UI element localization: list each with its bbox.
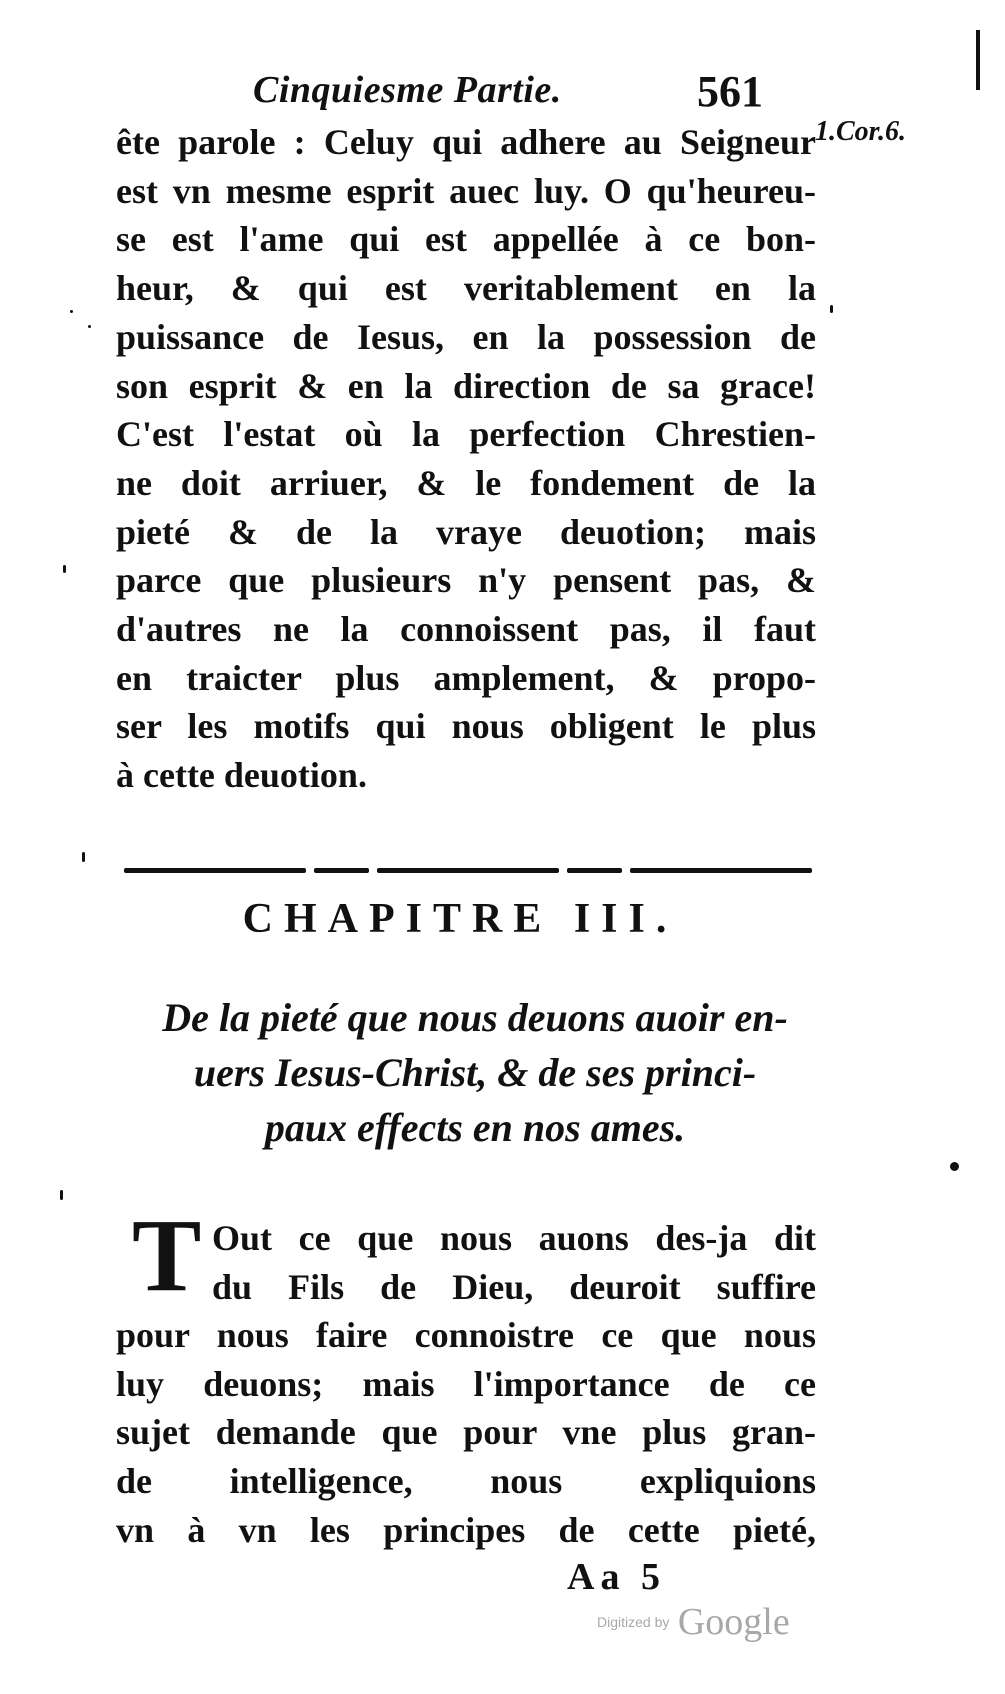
text-line: pour nous faire connoistre ce que nous: [116, 1315, 816, 1355]
text-line: de intelligence, nous expliquions: [116, 1461, 816, 1502]
margin-reference-note: 1.Cor.6.: [815, 116, 907, 147]
text-line: en traicter plus amplement, & propo-: [116, 657, 816, 698]
subtitle-line: De la pieté que nous deuons auoir en-: [162, 995, 788, 1040]
text-line: pieté & de la vraye deuotion; mais: [116, 511, 816, 552]
signature-mark: Aa 5: [567, 1556, 666, 1598]
ink-speck: [950, 1162, 959, 1171]
text-line: C'est l'estat où la perfection Chrestien-: [116, 414, 816, 455]
margin-rule: [976, 30, 980, 90]
chapter-subtitle: [135, 990, 815, 1155]
paragraph-1: [116, 118, 816, 800]
text-line: vn à vn les principes de cette pieté,: [116, 1509, 816, 1550]
text-line: parce que plusieurs n'y pensent pas, &: [116, 560, 816, 601]
watermark-brand: Google: [677, 1601, 790, 1643]
running-head-title: Cinquiesme Partie.: [253, 69, 562, 111]
ink-speck: [88, 325, 91, 328]
subtitle-line: paux effects en nos ames.: [264, 1105, 686, 1150]
subtitle-line: uers Iesus-Christ, & de ses princi-: [193, 1050, 757, 1095]
text-line: à cette deuotion.: [116, 755, 367, 796]
text-line: est vn mesme esprit auec luy. O qu'heureu-: [116, 170, 816, 211]
rule-segment: [124, 868, 306, 873]
text-line: ête parole : Celuy qui adhere au Seigneur: [116, 122, 816, 162]
ornamental-rule: [124, 868, 812, 876]
text-line: ser les motifs qui nous obligent le plus: [116, 706, 816, 747]
digitized-watermark: [597, 1600, 790, 1644]
text-line: se est l'ame qui est appellée à ce bon-: [116, 219, 816, 260]
rule-segment: [567, 868, 622, 873]
text-line: Out ce que nous auons des-ja dit: [212, 1218, 816, 1258]
chapter-heading: CHAPITRE III.: [242, 896, 678, 942]
page-number: 561: [697, 67, 763, 116]
ink-speck: [60, 1190, 63, 1200]
drop-cap: T: [132, 1198, 202, 1313]
text-line: luy deuons; mais l'importance de ce: [116, 1363, 816, 1404]
ink-speck: [82, 852, 85, 862]
rule-segment: [314, 868, 369, 873]
ink-speck: [63, 565, 66, 573]
text-line: son esprit & en la direction de sa grace!: [116, 365, 816, 406]
paragraph-2-indented: [212, 1214, 816, 1311]
text-line: sujet demande que pour vne plus gran-: [116, 1412, 816, 1453]
watermark-prefix: Digitized by: [597, 1614, 670, 1630]
text-line: puissance de Iesus, en la possession de: [116, 316, 816, 357]
text-line: du Fils de Dieu, deuroit suffire: [212, 1266, 816, 1307]
text-line: ne doit arriuer, & le fondement de la: [116, 462, 816, 503]
rule-segment: [377, 868, 559, 873]
text-line: d'autres ne la connoissent pas, il faut: [116, 609, 816, 650]
text-line: heur, & qui est veritablement en la: [116, 268, 816, 309]
ink-speck: [830, 305, 833, 313]
paragraph-2: [116, 1311, 816, 1555]
rule-segment: [630, 868, 812, 873]
ink-speck: [70, 310, 73, 313]
